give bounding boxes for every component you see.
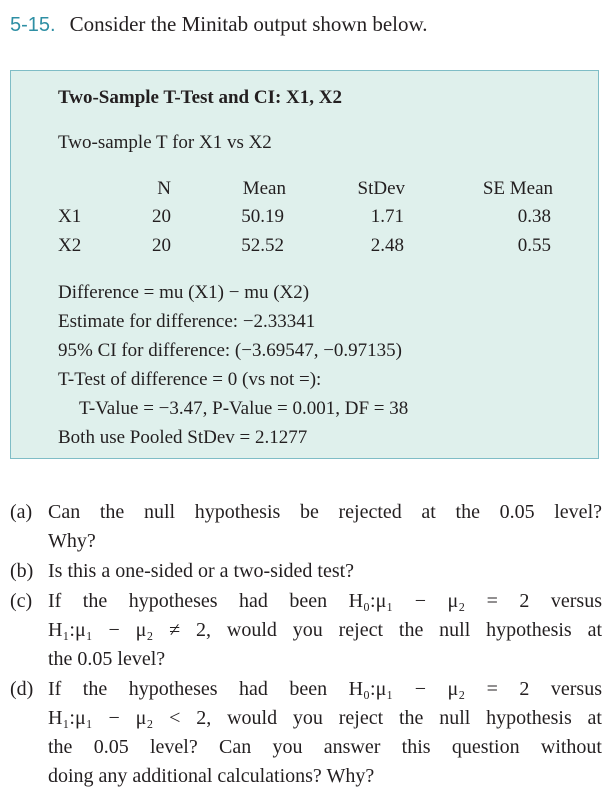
cell-x2-se-mean: 0.55: [517, 235, 551, 256]
col-header-se-mean: SE Mean: [482, 178, 553, 199]
part-d-line-4: doing any additional calculations? Why?: [48, 765, 375, 787]
ci-line: 95% CI for difference: (−3.69547, −0.97135): [58, 340, 402, 361]
part-a-line-2: Why?: [48, 530, 96, 552]
problem-prompt: Consider the Minitab output shown below.: [69, 12, 428, 36]
part-d-label: (d): [10, 678, 34, 700]
pooled-stdev-line: Both use Pooled StDev = 2.1277: [58, 427, 308, 448]
row-label-x1: X1: [58, 206, 82, 227]
estimate-line: Estimate for difference: −2.33341: [58, 311, 316, 332]
part-b-label: (b): [10, 560, 34, 582]
part-a-line-1: Can the null hypothesis be rejected at the 0.05 level?: [48, 501, 602, 523]
cell-x1-stdev: 1.71: [370, 206, 404, 227]
difference-line: Difference = mu (X1) − mu (X2): [58, 282, 310, 303]
part-d-line-2: H₁:μ₁ − μ₂ < 2, would you reject the null hypothesis at: [48, 707, 602, 729]
col-header-stdev: StDev: [357, 178, 405, 199]
question-parts: [10, 0, 610, 797]
ttest-line: T-Test of difference = 0 (vs not =):: [58, 369, 322, 390]
cell-x1-mean: 50.19: [241, 206, 284, 227]
output-subtitle: Two-sample T for X1 vs X2: [58, 132, 272, 153]
cell-x2-n: 20: [152, 235, 171, 256]
row-label-x2: X2: [58, 235, 82, 256]
part-c-label: (c): [10, 590, 33, 612]
part-d-line-1: If the hypotheses had been H₀:μ₁ − μ₂ = 2 versus: [48, 678, 602, 700]
cell-x2-stdev: 2.48: [370, 235, 404, 256]
part-c-line-2: H₁:μ₁ − μ₂ ≠ 2, would you reject the null hypothesis at: [48, 619, 602, 641]
cell-x1-n: 20: [152, 206, 171, 227]
cell-x2-mean: 52.52: [241, 235, 284, 256]
problem-number: 5-15.: [10, 14, 56, 36]
cell-x1-se-mean: 0.38: [517, 206, 551, 227]
col-header-mean: Mean: [242, 178, 286, 199]
output-title: Two-Sample T-Test and CI: X1, X2: [58, 87, 342, 108]
part-c-line-3: the 0.05 level?: [48, 648, 166, 670]
col-header-n: N: [157, 178, 171, 199]
part-d-line-3: the 0.05 level? Can you answer this question without: [48, 736, 602, 758]
part-c-line-1: If the hypotheses had been H₀:μ₁ − μ₂ = 2 versus: [48, 590, 602, 612]
part-b-line-1: Is this a one-sided or a two-sided test?: [48, 560, 355, 582]
part-a-label: (a): [10, 501, 33, 523]
tvalue-line: T-Value = −3.47, P-Value = 0.001, DF = 38: [79, 398, 409, 419]
